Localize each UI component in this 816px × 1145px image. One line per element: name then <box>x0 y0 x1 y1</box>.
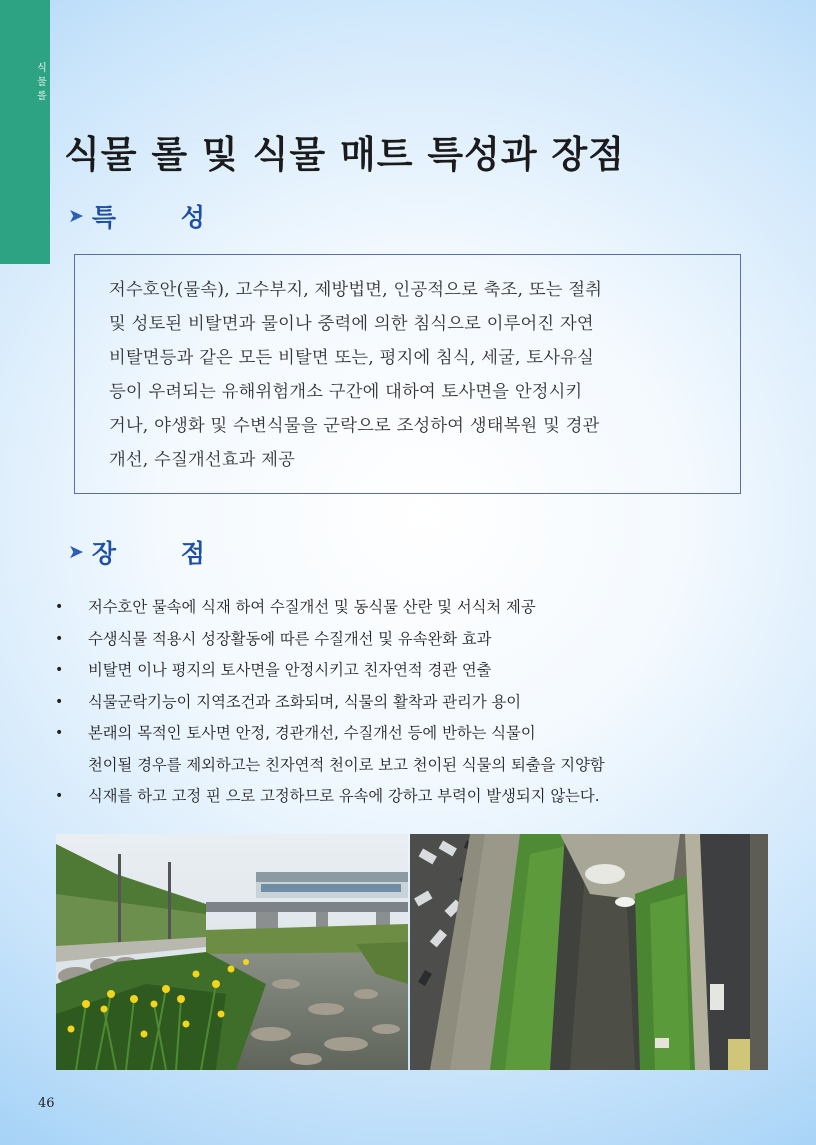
list-item <box>55 687 785 719</box>
features-line: 개선, 수질개선효과 제공 <box>109 450 296 470</box>
list-item-text: 저수호안 물속에 식재 하여 수질개선 및 동식물 산란 및 서식처 제공 <box>88 598 536 616</box>
features-line: 및 성토된 비탈면과 물이나 중력에 의한 침식으로 이루어진 자연 <box>109 314 594 334</box>
features-line: 등이 우려되는 유해위험개소 구간에 대하여 토사면을 안정시키 <box>109 382 583 402</box>
bullet-icon: • <box>55 599 64 615</box>
list-item <box>55 655 785 687</box>
advantages-list <box>55 592 785 813</box>
list-item <box>55 781 785 813</box>
features-box <box>74 254 741 494</box>
page-number: 46 <box>38 1096 55 1111</box>
aerial-stream-photo <box>410 834 768 1070</box>
bullet-icon: • <box>55 630 64 647</box>
list-item <box>55 718 785 750</box>
list-item-text: 식재를 하고 고정 핀 으로 고정하므로 유속에 강하고 부력이 발생되지 않는다. <box>88 787 600 805</box>
list-item-text: 식물군락기능이 지역조건과 조화되며, 식물의 활착과 관리가 용이 <box>88 692 522 711</box>
list-item <box>55 592 785 624</box>
features-heading-text: 특 성 <box>91 203 233 232</box>
chapter-tab-label: 식물롤 <box>37 63 47 102</box>
list-item-text: 본래의 목적인 토사면 안정, 경관개선, 수질개선 등에 반하는 식물이 <box>88 724 536 742</box>
list-item-text: 천이될 경우를 제외하고는 친자연적 천이로 보고 천이된 식물의 퇴출을 지양함 <box>88 755 605 774</box>
arrow-bullet-icon: ➤ <box>68 205 84 227</box>
bullet-icon: • <box>55 725 64 741</box>
bullet-icon: • <box>55 693 64 710</box>
page-title: 식물 롤 및 식물 매트 특성과 장점 <box>64 133 625 176</box>
list-item-text: 비탈면 이나 평지의 토사면을 안정시키고 친자연적 경관 연출 <box>88 661 492 679</box>
advantages-heading-text: 장 점 <box>91 539 233 568</box>
riverside-planting-photo <box>56 834 408 1070</box>
list-item-continuation <box>55 750 785 782</box>
bullet-icon: • <box>55 662 64 678</box>
features-heading <box>68 198 233 234</box>
chapter-tab <box>0 0 50 264</box>
features-line: 비탈면등과 같은 모든 비탈면 또는, 평지에 침식, 세굴, 토사유실 <box>109 348 594 368</box>
bullet-icon: • <box>55 788 64 804</box>
advantages-heading <box>68 534 233 570</box>
list-item-text: 수생식물 적용시 성장활동에 따른 수질개선 및 유속완화 효과 <box>88 629 492 648</box>
list-item <box>55 624 785 656</box>
features-line: 저수호안(물속), 고수부지, 제방법면, 인공적으로 축조, 또는 절취 <box>109 280 603 300</box>
arrow-bullet-icon: ➤ <box>68 541 84 563</box>
features-line: 거나, 야생화 및 수변식물을 군락으로 조성하여 생태복원 및 경관 <box>109 416 600 436</box>
